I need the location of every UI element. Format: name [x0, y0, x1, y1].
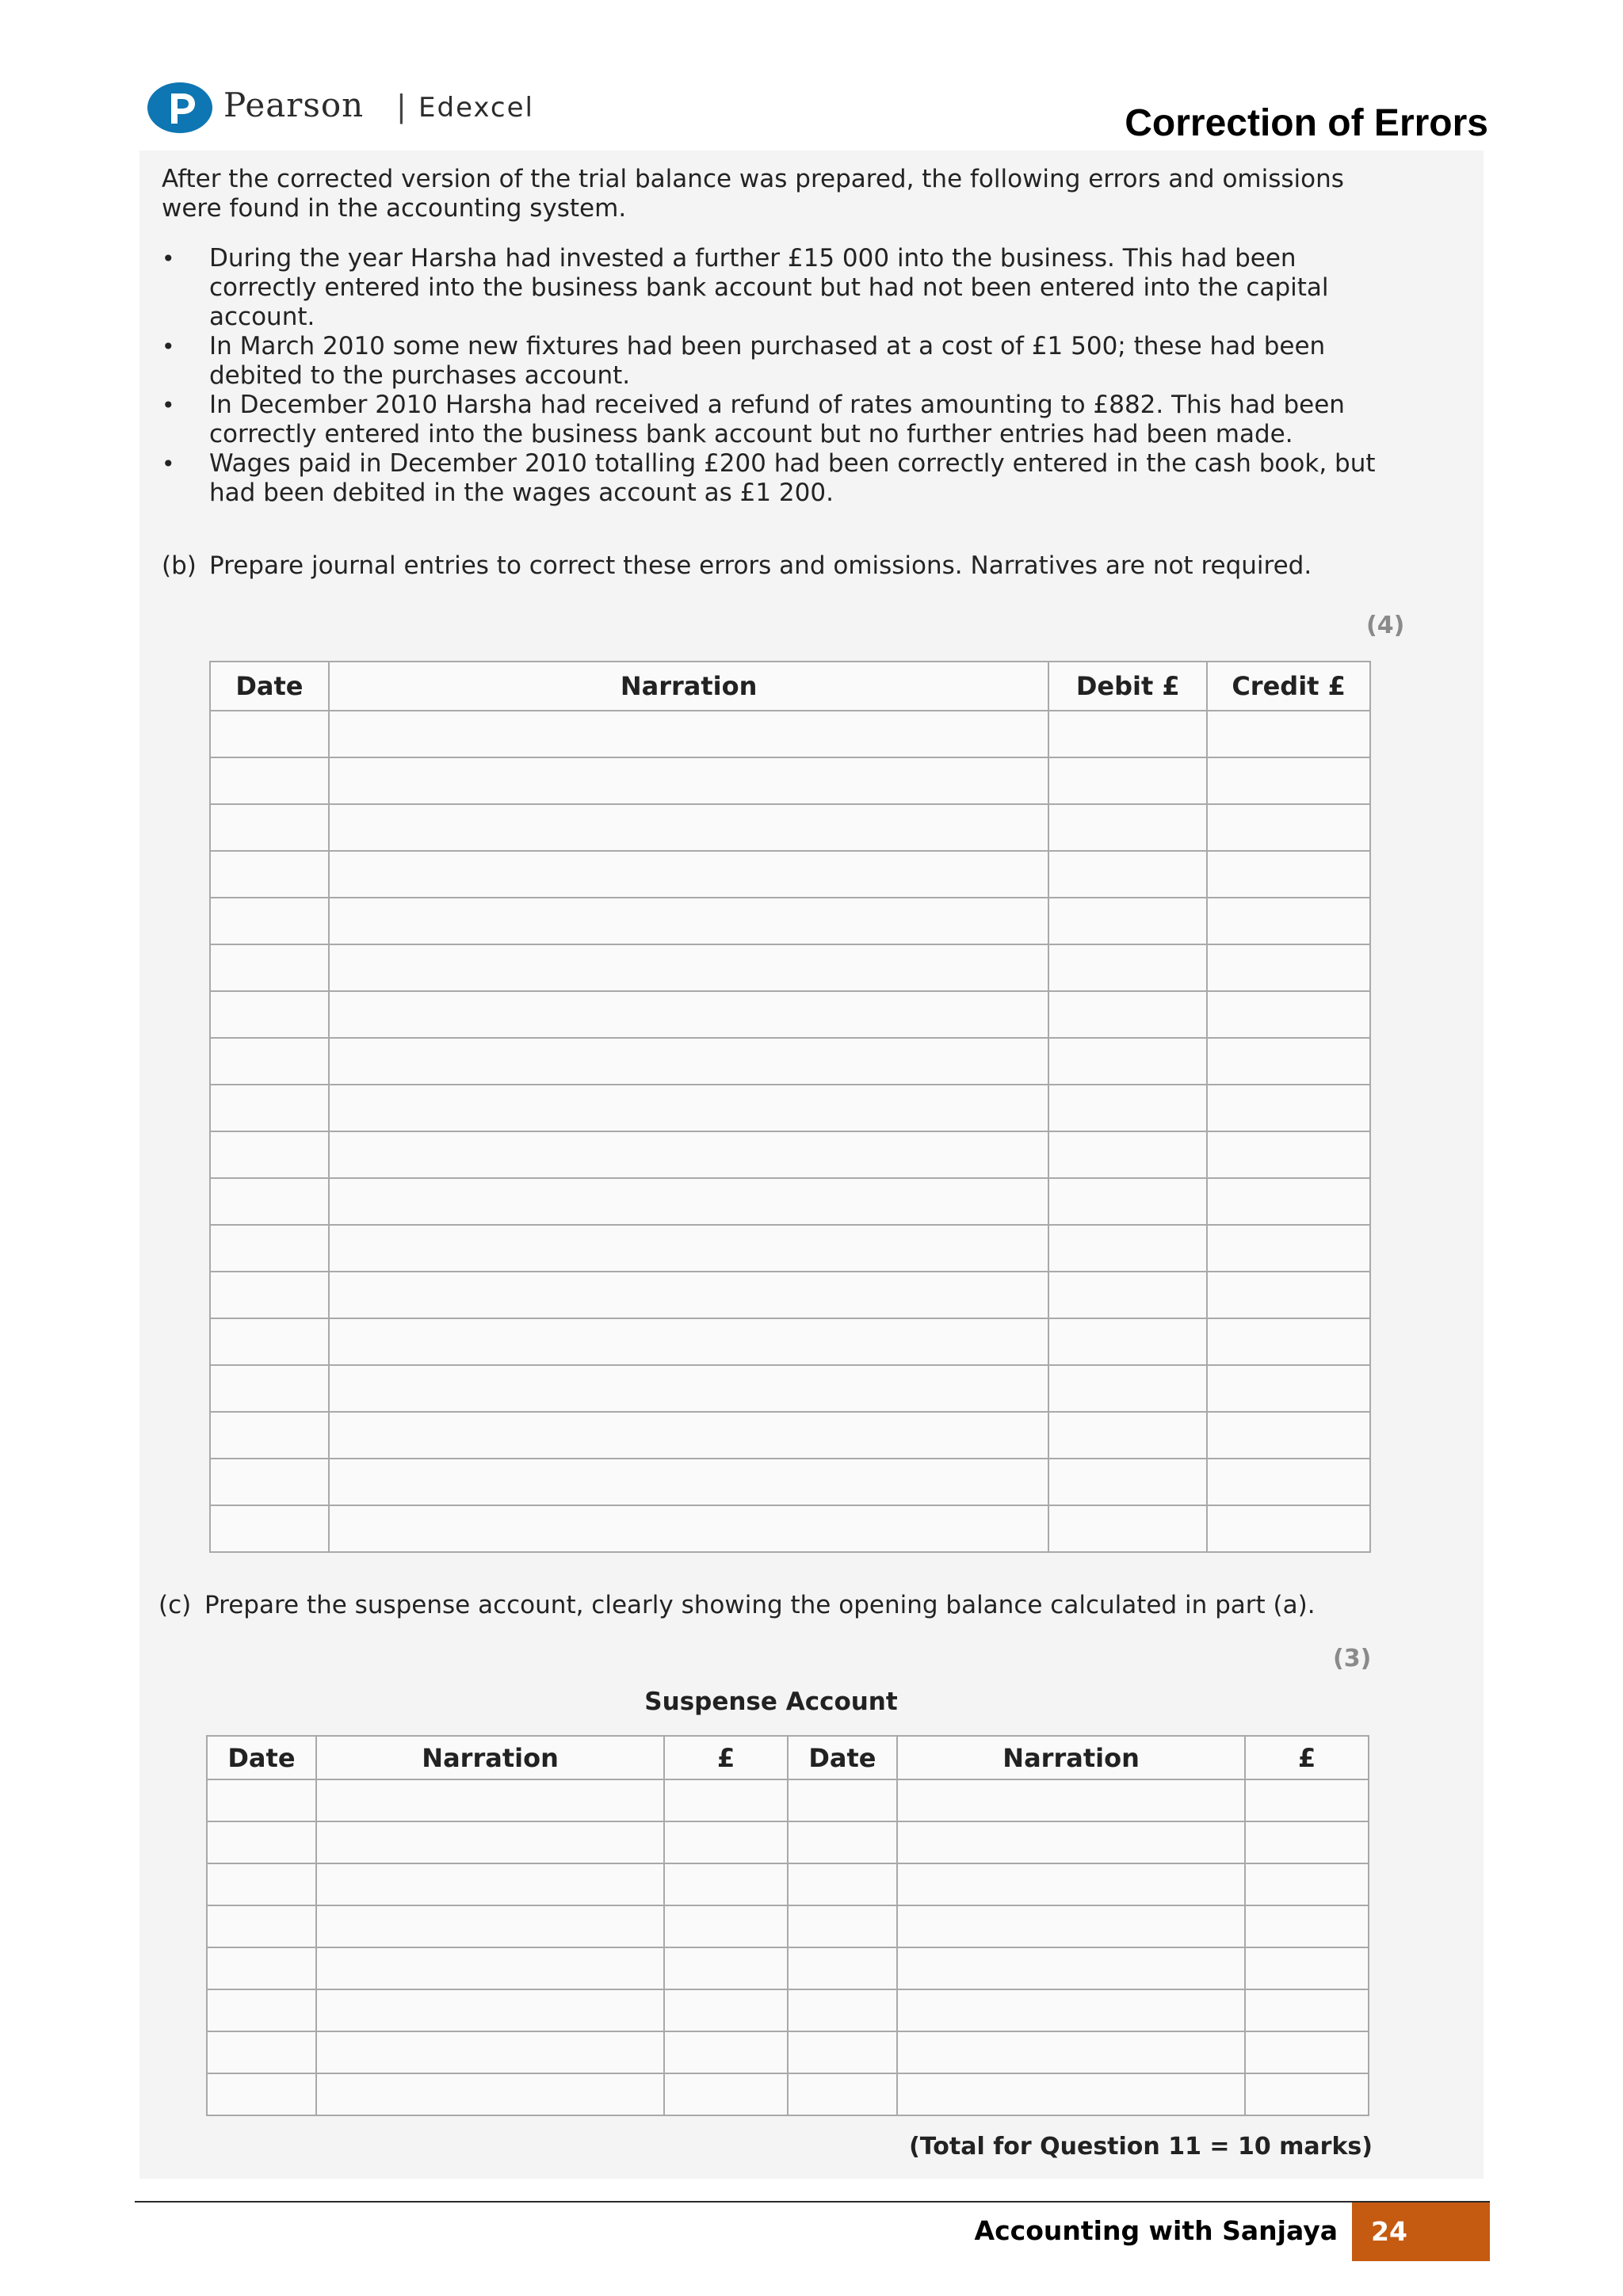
- column-header-date: Date: [210, 662, 329, 711]
- table-header-row: [210, 662, 1370, 711]
- answer-cell[interactable]: [329, 1131, 1049, 1178]
- answer-cell[interactable]: [329, 898, 1049, 944]
- answer-cell[interactable]: [316, 1905, 664, 1947]
- table-row: [210, 1505, 1370, 1552]
- answer-cell[interactable]: [210, 1318, 329, 1365]
- answer-cell[interactable]: [329, 1412, 1049, 1459]
- answer-cell[interactable]: [1245, 1863, 1369, 1905]
- answer-cell[interactable]: [1245, 1779, 1369, 1821]
- answer-cell[interactable]: [329, 711, 1049, 757]
- answer-cell[interactable]: [1207, 898, 1370, 944]
- answer-cell[interactable]: [1245, 2031, 1369, 2073]
- sub-brand-name: Edexcel: [418, 92, 534, 124]
- answer-cell[interactable]: [1048, 991, 1207, 1038]
- page-number: 24: [1352, 2203, 1490, 2261]
- table-row: [207, 1779, 1369, 1821]
- answer-cell[interactable]: [788, 1947, 897, 1989]
- table-row: [207, 2073, 1369, 2115]
- table-row: [207, 1863, 1369, 1905]
- answer-cell[interactable]: [897, 2073, 1245, 2115]
- answer-cell[interactable]: [1207, 804, 1370, 851]
- answer-cell[interactable]: [329, 1505, 1049, 1552]
- answer-cell[interactable]: [207, 1989, 316, 2031]
- footer-divider: [135, 2201, 1490, 2203]
- suspense-table-body: [207, 1779, 1369, 2115]
- answer-cell[interactable]: [210, 1365, 329, 1412]
- answer-cell[interactable]: [329, 1272, 1049, 1318]
- journal-table: [209, 661, 1371, 1553]
- answer-cell[interactable]: [897, 1905, 1245, 1947]
- answer-cell[interactable]: [897, 1989, 1245, 2031]
- list-item: • Wages paid in December 2010 totalling £200 had been correctly entered in the cash book, but had been debited in the wages account as £1 200.: [162, 449, 1382, 508]
- answer-cell[interactable]: [1245, 1947, 1369, 1989]
- answer-cell[interactable]: [1207, 711, 1370, 757]
- table-row: [210, 1318, 1370, 1365]
- table-row: [210, 1178, 1370, 1225]
- answer-cell[interactable]: [1207, 1178, 1370, 1225]
- list-item: • During the year Harsha had invested a further £15 000 into the business. This had been correctly entered into the business bank account but had not been entered into the capital account.: [162, 244, 1382, 332]
- answer-cell[interactable]: [210, 1225, 329, 1272]
- question-c: [158, 1591, 1425, 1620]
- table-row: [210, 1225, 1370, 1272]
- error-list: [162, 244, 1382, 508]
- answer-cell[interactable]: [1207, 944, 1370, 991]
- table-row: [210, 757, 1370, 804]
- answer-cell[interactable]: [210, 1178, 329, 1225]
- suspense-account-table: [206, 1735, 1369, 2116]
- answer-cell[interactable]: [1207, 851, 1370, 898]
- answer-cell[interactable]: [329, 944, 1049, 991]
- answer-cell[interactable]: [897, 2031, 1245, 2073]
- answer-cell[interactable]: [210, 711, 329, 757]
- answer-cell[interactable]: [1207, 1365, 1370, 1412]
- answer-cell[interactable]: [1048, 804, 1207, 851]
- answer-cell[interactable]: [664, 1905, 788, 1947]
- column-header-credit: Credit £: [1207, 662, 1370, 711]
- answer-cell[interactable]: [210, 1131, 329, 1178]
- suspense-account-caption: Suspense Account: [644, 1688, 898, 1716]
- answer-cell[interactable]: [329, 1085, 1049, 1131]
- answer-cell[interactable]: [1048, 1365, 1207, 1412]
- answer-cell[interactable]: [1048, 1178, 1207, 1225]
- answer-cell[interactable]: [897, 1779, 1245, 1821]
- answer-cell[interactable]: [1048, 1459, 1207, 1505]
- answer-cell[interactable]: [210, 1412, 329, 1459]
- answer-cell[interactable]: [210, 804, 329, 851]
- table-row: [207, 1905, 1369, 1947]
- answer-cell[interactable]: [788, 1905, 897, 1947]
- answer-cell[interactable]: [664, 2073, 788, 2115]
- answer-cell[interactable]: [788, 2031, 897, 2073]
- table-row: [210, 944, 1370, 991]
- answer-cell[interactable]: [897, 1947, 1245, 1989]
- column-header-narration-debit: Narration: [316, 1736, 664, 1779]
- question-total-marks: (Total for Question 11 = 10 marks): [909, 2133, 1373, 2161]
- answer-cell[interactable]: [1207, 1131, 1370, 1178]
- answer-cell[interactable]: [207, 2031, 316, 2073]
- answer-cell[interactable]: [664, 2031, 788, 2073]
- answer-cell[interactable]: [1207, 1459, 1370, 1505]
- brand-name: Pearson: [223, 86, 365, 124]
- answer-cell[interactable]: [664, 1821, 788, 1863]
- answer-cell[interactable]: [1048, 1131, 1207, 1178]
- answer-cell[interactable]: [1048, 1505, 1207, 1552]
- answer-cell[interactable]: [210, 1085, 329, 1131]
- answer-cell[interactable]: [316, 1989, 664, 2031]
- answer-cell[interactable]: [1207, 1505, 1370, 1552]
- answer-cell[interactable]: [316, 1947, 664, 1989]
- journal-table-body: [210, 711, 1370, 1552]
- question-c-marks: (3): [1333, 1645, 1372, 1672]
- answer-cell[interactable]: [329, 804, 1049, 851]
- column-header-date-credit: Date: [788, 1736, 897, 1779]
- answer-cell[interactable]: [210, 944, 329, 991]
- answer-cell[interactable]: [1048, 944, 1207, 991]
- column-header-narration: Narration: [329, 662, 1049, 711]
- answer-cell[interactable]: [210, 898, 329, 944]
- answer-cell[interactable]: [1048, 757, 1207, 804]
- answer-cell[interactable]: [1048, 898, 1207, 944]
- answer-cell[interactable]: [1245, 1821, 1369, 1863]
- answer-cell[interactable]: [788, 2073, 897, 2115]
- answer-cell[interactable]: [329, 851, 1049, 898]
- question-b-marks: (4): [1366, 612, 1405, 639]
- table-header-row: [207, 1736, 1369, 1779]
- page-title: Correction of Errors: [1125, 102, 1488, 144]
- brand-separator: |: [396, 89, 407, 124]
- answer-cell[interactable]: [207, 1947, 316, 1989]
- answer-cell[interactable]: [1048, 1085, 1207, 1131]
- answer-cell[interactable]: [788, 1779, 897, 1821]
- table-row: [210, 804, 1370, 851]
- table-row: [210, 1131, 1370, 1178]
- column-header-date-debit: Date: [207, 1736, 316, 1779]
- answer-cell[interactable]: [210, 757, 329, 804]
- answer-cell[interactable]: [788, 1863, 897, 1905]
- answer-cell[interactable]: [1245, 2073, 1369, 2115]
- answer-cell[interactable]: [316, 2031, 664, 2073]
- answer-cell[interactable]: [210, 1505, 329, 1552]
- answer-cell[interactable]: [1048, 1038, 1207, 1085]
- answer-cell[interactable]: [316, 1863, 664, 1905]
- table-row: [207, 1947, 1369, 1989]
- answer-cell[interactable]: [329, 1459, 1049, 1505]
- answer-cell[interactable]: [1207, 1038, 1370, 1085]
- answer-cell[interactable]: [329, 1318, 1049, 1365]
- table-row: [210, 1459, 1370, 1505]
- table-row: [210, 1412, 1370, 1459]
- list-item: • In March 2010 some new fixtures had been purchased at a cost of £1 500; these had been debited to the purchases account.: [162, 332, 1382, 391]
- answer-cell[interactable]: [1207, 1085, 1370, 1131]
- column-header-amount-debit: £: [664, 1736, 788, 1779]
- answer-cell[interactable]: [1048, 1225, 1207, 1272]
- answer-cell[interactable]: [1207, 991, 1370, 1038]
- column-header-amount-credit: £: [1245, 1736, 1369, 1779]
- answer-cell[interactable]: [210, 1459, 329, 1505]
- answer-cell[interactable]: [664, 1779, 788, 1821]
- answer-cell[interactable]: [1245, 1989, 1369, 2031]
- answer-cell[interactable]: [329, 1038, 1049, 1085]
- table-row: [207, 1821, 1369, 1863]
- table-row: [210, 1038, 1370, 1085]
- table-row: [210, 851, 1370, 898]
- column-header-narration-credit: Narration: [897, 1736, 1245, 1779]
- intro-paragraph: After the corrected version of the trial balance was prepared, the following errors and omissions were found in the accounting system.: [162, 165, 1344, 223]
- answer-cell[interactable]: [1245, 1905, 1369, 1947]
- question-b-text: Prepare journal entries to correct these errors and omissions. Narratives are not required.: [209, 551, 1312, 580]
- answer-cell[interactable]: [210, 991, 329, 1038]
- question-c-text: Prepare the suspense account, clearly showing the opening balance calculated in part (a).: [204, 1591, 1316, 1619]
- answer-cell[interactable]: [1207, 1272, 1370, 1318]
- answer-cell[interactable]: [664, 1947, 788, 1989]
- answer-cell[interactable]: [1048, 1318, 1207, 1365]
- answer-cell[interactable]: [897, 1821, 1245, 1863]
- answer-cell[interactable]: [664, 1863, 788, 1905]
- table-row: [207, 2031, 1369, 2073]
- answer-cell[interactable]: [329, 1225, 1049, 1272]
- answer-cell[interactable]: [329, 991, 1049, 1038]
- answer-cell[interactable]: [329, 757, 1049, 804]
- answer-cell[interactable]: [1048, 851, 1207, 898]
- table-row: [210, 711, 1370, 757]
- pearson-logo-icon: [147, 82, 212, 133]
- answer-cell[interactable]: [1048, 711, 1207, 757]
- answer-cell[interactable]: [664, 1989, 788, 2031]
- answer-cell[interactable]: [207, 1779, 316, 1821]
- answer-cell[interactable]: [210, 1272, 329, 1318]
- answer-cell[interactable]: [316, 1779, 664, 1821]
- table-row: [210, 991, 1370, 1038]
- column-header-debit: Debit £: [1048, 662, 1207, 711]
- answer-cell[interactable]: [329, 1365, 1049, 1412]
- answer-cell[interactable]: [1048, 1412, 1207, 1459]
- answer-cell[interactable]: [897, 1863, 1245, 1905]
- answer-cell[interactable]: [207, 1905, 316, 1947]
- answer-cell[interactable]: [788, 1821, 897, 1863]
- answer-cell[interactable]: [1207, 757, 1370, 804]
- answer-cell[interactable]: [316, 1821, 664, 1863]
- table-row: [210, 1365, 1370, 1412]
- question-b-label: (b): [162, 551, 197, 580]
- answer-cell[interactable]: [329, 1178, 1049, 1225]
- answer-cell[interactable]: [210, 1038, 329, 1085]
- answer-cell[interactable]: [207, 2073, 316, 2115]
- footer-text: Accounting with Sanjaya: [974, 2215, 1338, 2246]
- answer-cell[interactable]: [210, 851, 329, 898]
- table-row: [210, 1272, 1370, 1318]
- question-b: [162, 551, 1430, 581]
- answer-cell[interactable]: [1207, 1225, 1370, 1272]
- table-row: [207, 1989, 1369, 2031]
- question-c-label: (c): [158, 1591, 192, 1619]
- table-row: [210, 898, 1370, 944]
- table-row: [210, 1085, 1370, 1131]
- answer-cell[interactable]: [788, 1989, 897, 2031]
- answer-cell[interactable]: [1207, 1412, 1370, 1459]
- answer-cell[interactable]: [316, 2073, 664, 2115]
- answer-cell[interactable]: [1048, 1272, 1207, 1318]
- list-item: • In December 2010 Harsha had received a refund of rates amounting to £882. This had been correctly entered into the business bank account but no further entries had been made.: [162, 391, 1382, 449]
- answer-cell[interactable]: [207, 1863, 316, 1905]
- answer-cell[interactable]: [207, 1821, 316, 1863]
- answer-cell[interactable]: [1207, 1318, 1370, 1365]
